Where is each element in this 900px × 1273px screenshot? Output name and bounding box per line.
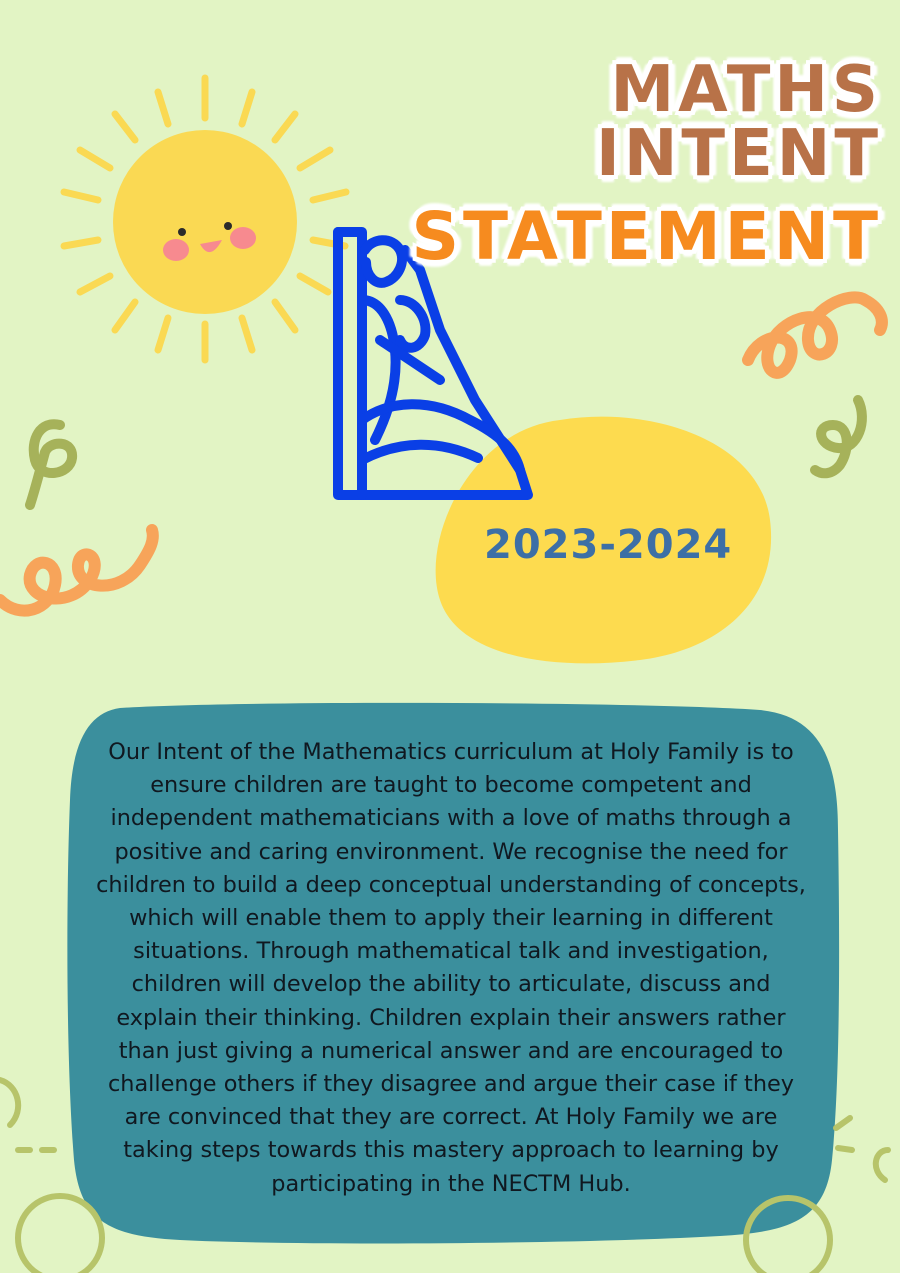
title-line-1: MATHS INTENT [596, 53, 882, 191]
page-title [322, 53, 882, 275]
sun-cheek-icon [163, 239, 189, 261]
squiggle-icon [815, 400, 862, 473]
intent-statement-text: Our Intent of the Mathematics curriculum at Holy Family is to ensure children are taught to become competent and independent mathematicians with a love of maths through a positive and caring environment. We recognise the need for children to build a deep conceptual understanding of concepts, which will enable them to apply their learning in different situations. Through mathematical talk and investigation, children will develop the ability to articulate, discuss and explain their thinking. Children explain their answers rather than just giving a numerical answer and are encouraged to challenge others if they disagree and argue their case if they are convinced that they are correct. At Holy Family we are taking steps towards this mastery approach to learning by participating in the NECTM Hub. [96, 739, 806, 1197]
academic-year: 2023-2024 [484, 522, 733, 568]
title-line-2: STATEMENT [411, 198, 882, 275]
sun-eye-icon [224, 222, 232, 230]
sun-face-icon [113, 130, 297, 314]
squiggle-icon [0, 530, 153, 611]
squiggle-icon [30, 424, 72, 505]
squiggle-icon [748, 297, 882, 372]
sun-eye-icon [178, 228, 186, 236]
sun-cheek-icon [230, 227, 256, 249]
